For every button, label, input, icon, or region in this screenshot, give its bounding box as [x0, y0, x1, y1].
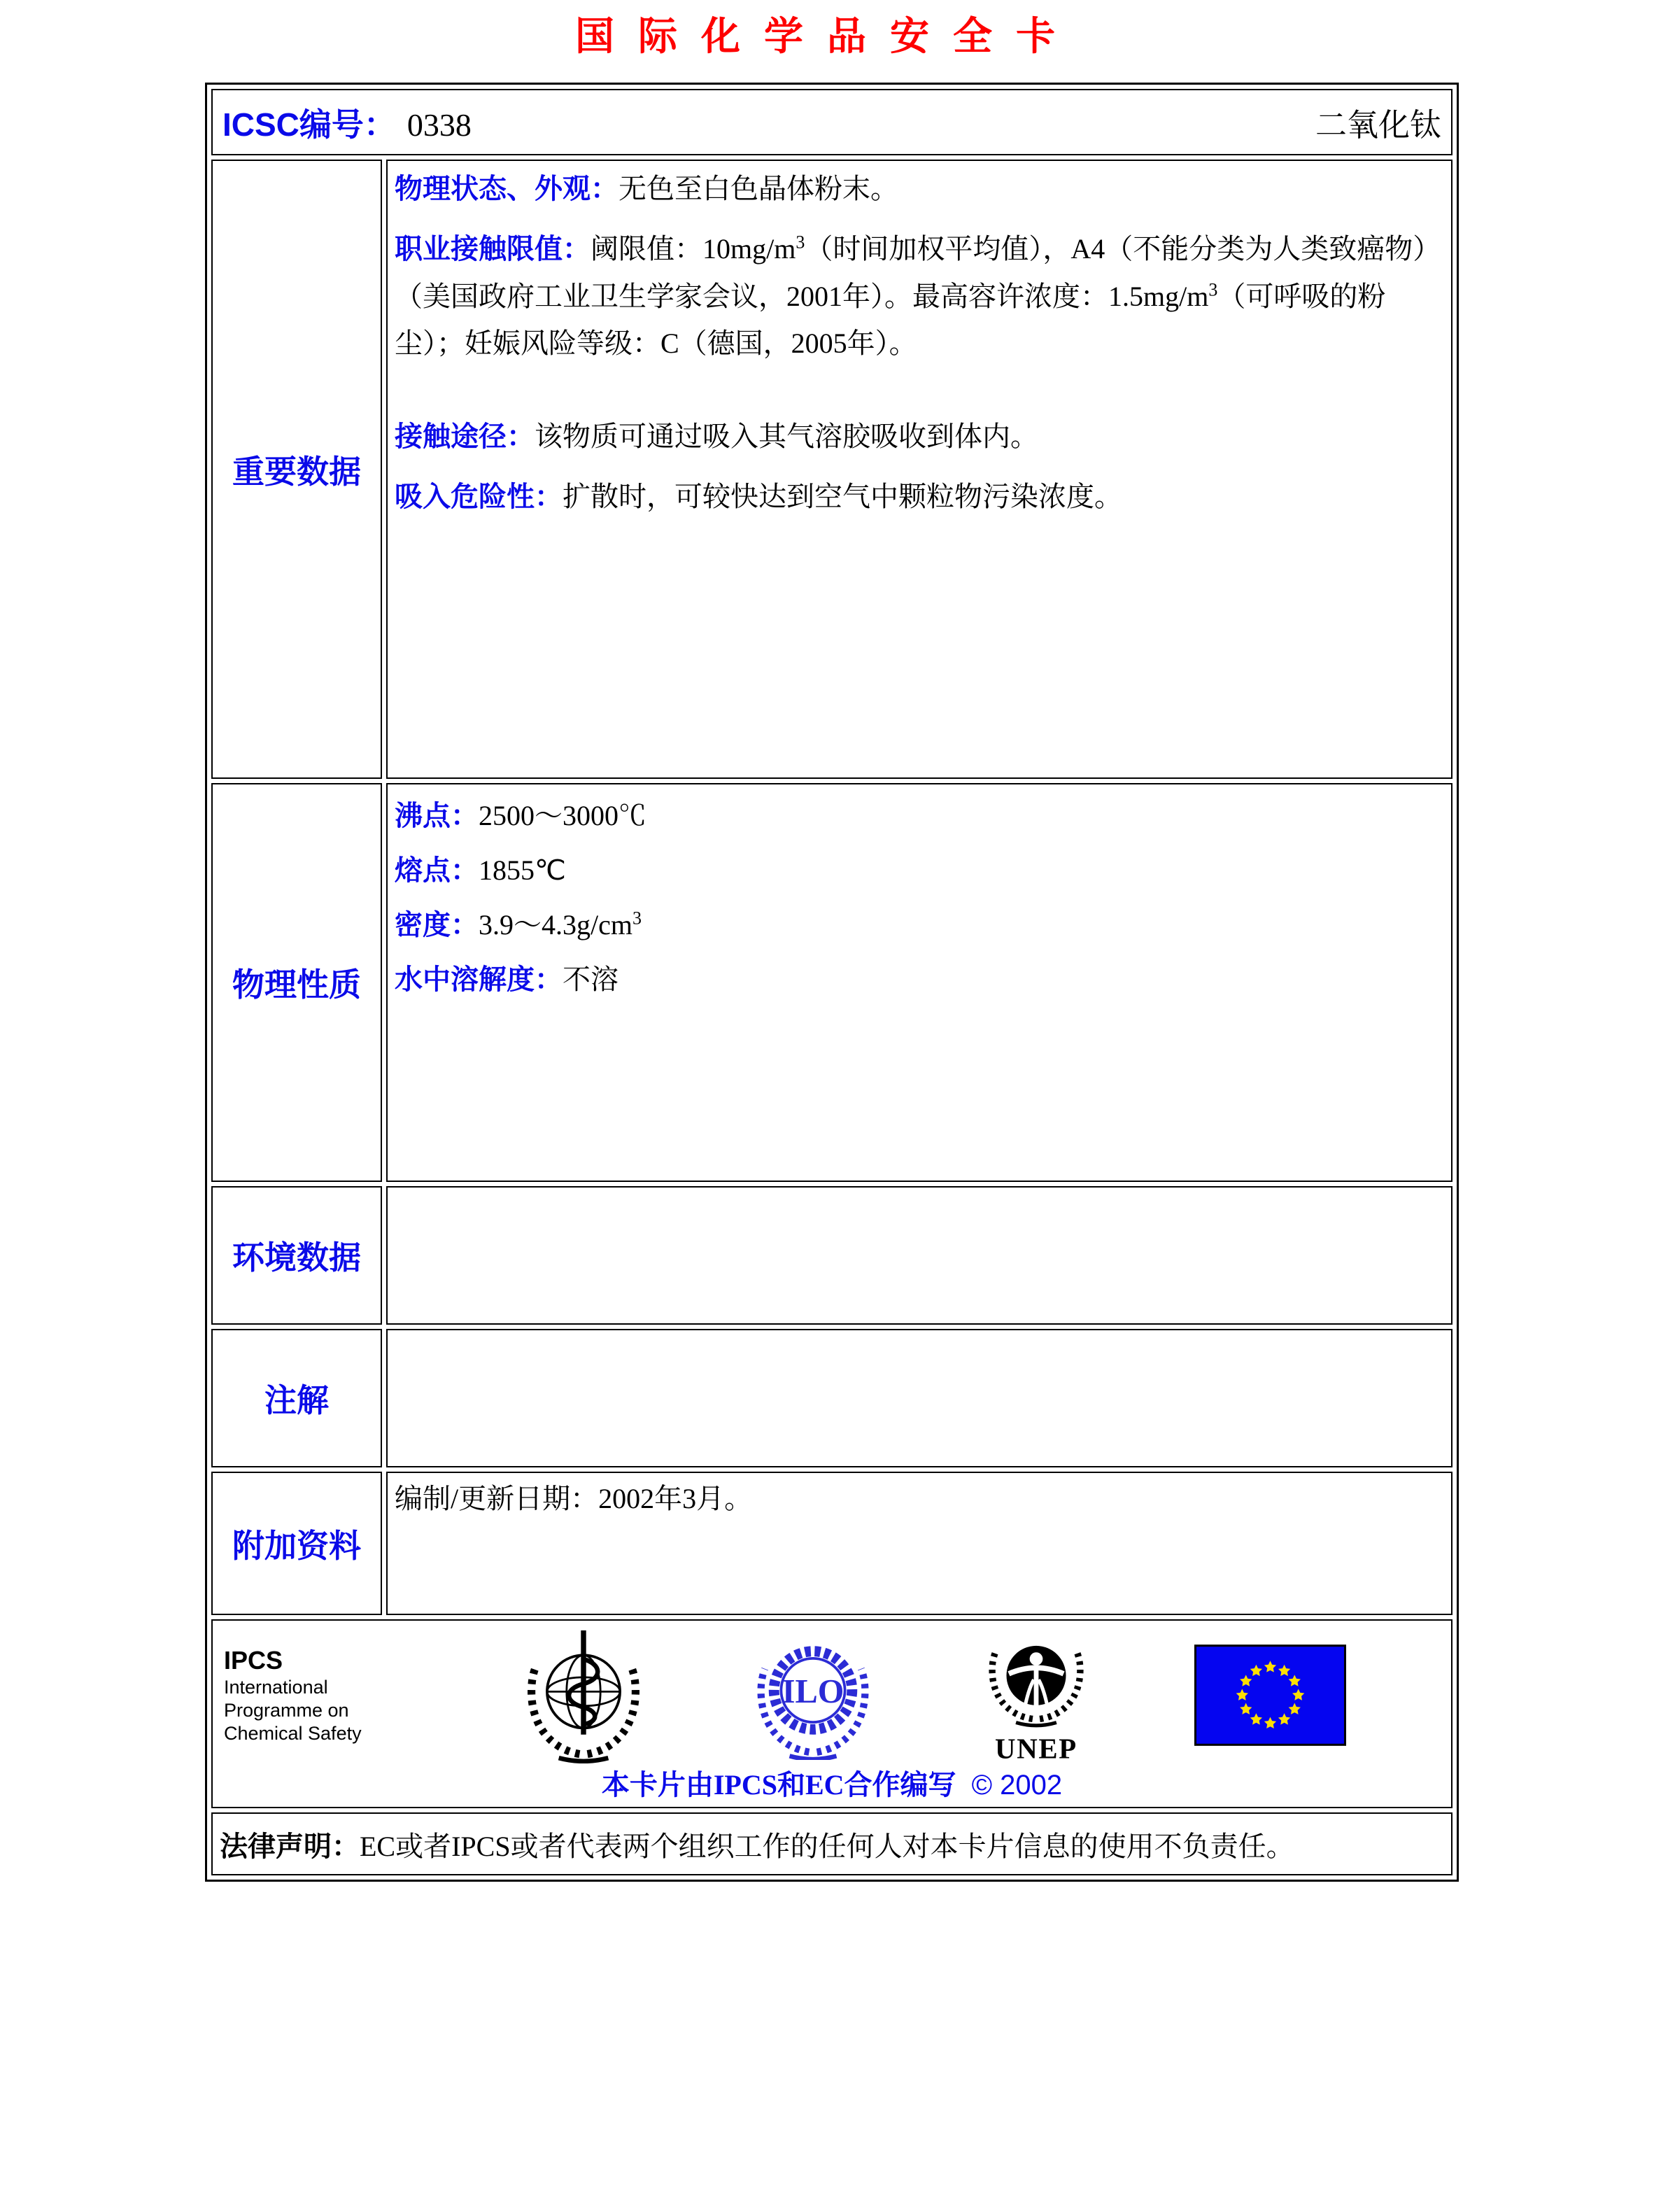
- occupational-limits-part2: （时间加权平均值），A4（不能分类为人类致癌物）（美国政府工业卫生学家会议，2001年）。最高容许浓度：1.5mg/m: [395, 233, 1441, 312]
- superscript-3: 3: [796, 232, 805, 253]
- exposure-routes-text: 该物质可通过吸入其气溶胶吸收到体内。: [535, 421, 1038, 452]
- physical-state-label: 物理状态、外观：: [395, 174, 619, 204]
- superscript-3: 3: [1208, 279, 1218, 300]
- chemical-name: 二氧化钛: [1315, 108, 1441, 143]
- important-data-content: [386, 160, 1452, 779]
- density-line: [395, 898, 1444, 952]
- footer-logos-row: [211, 1619, 1452, 1808]
- header-row: [211, 89, 1452, 155]
- boiling-point-label: 沸点：: [395, 801, 479, 831]
- water-solubility-value: 不溶: [563, 964, 619, 995]
- ilo-logo-icon: [748, 1630, 878, 1760]
- density-value: 3.9～4.3g/cm: [479, 909, 632, 941]
- update-date-line: [395, 1477, 1444, 1521]
- water-solubility-label: 水中溶解度：: [395, 964, 563, 995]
- superscript-3: 3: [632, 908, 642, 929]
- exposure-routes-label: 接触途径：: [395, 421, 535, 452]
- legal-row: [211, 1812, 1452, 1875]
- occupational-limits-part1: 阈限值：10mg/m: [591, 233, 796, 265]
- legal-text: EC或者IPCS或者代表两个组织工作的任何人对本卡片信息的使用不负责任。: [360, 1830, 1294, 1862]
- eu-flag-icon: [1194, 1644, 1346, 1746]
- ipcs-line1: International: [224, 1676, 328, 1698]
- boiling-point-line: [395, 789, 1444, 843]
- water-solubility-line: [395, 952, 1444, 1007]
- inhalation-risk-text: 扩散时，可较快达到空气中颗粒物污染浓度。: [563, 481, 1122, 512]
- ipcs-text-block: [224, 1645, 420, 1745]
- legal-label: 法律声明：: [220, 1831, 360, 1862]
- row-label-physical-properties: 物理性质: [211, 783, 382, 1182]
- additional-info-content: [386, 1472, 1452, 1615]
- update-date-value: 2002年3月。: [598, 1483, 753, 1514]
- ilo-logo-text: ILO: [782, 1673, 844, 1711]
- row-label-notes: 注解: [211, 1329, 382, 1467]
- density-label: 密度：: [395, 910, 479, 941]
- footer-caption-text: 本卡片由IPCS和EC合作编写: [601, 1769, 956, 1801]
- unep-logo-icon: [977, 1625, 1096, 1765]
- icsc-number-group: [222, 99, 472, 146]
- environmental-data-content: [386, 1186, 1452, 1325]
- physical-properties-content: [386, 783, 1452, 1182]
- ipcs-line3: Chemical Safety: [224, 1722, 362, 1744]
- notes-content: [386, 1329, 1452, 1467]
- occupational-limits-line: [395, 225, 1444, 367]
- ipcs-acronym: IPCS: [224, 1645, 283, 1675]
- occupational-limits-part3: （可呼吸的粉尘）；妊娠风险等级：C（德国，2005年）。: [395, 281, 1386, 359]
- occupational-limits-label: 职业接触限值：: [395, 234, 591, 265]
- exposure-routes-line: [395, 413, 1444, 460]
- melting-point-line: [395, 843, 1444, 898]
- ipcs-line2: Programme on: [224, 1699, 349, 1721]
- inhalation-risk-label: 吸入危险性：: [395, 481, 563, 512]
- row-label-important-data: 重要数据: [211, 160, 382, 779]
- update-date-label: 编制/更新日期：: [395, 1483, 599, 1514]
- melting-point-label: 熔点：: [395, 855, 479, 886]
- page-title: 国际化学品安全卡: [575, 15, 1079, 59]
- icsc-number-value: 0338: [407, 106, 472, 143]
- footer-copyright: © 2002: [971, 1770, 1063, 1801]
- row-label-environmental-data: 环境数据: [211, 1186, 382, 1325]
- physical-state-line: [395, 165, 1444, 213]
- unep-logo-text: UNEP: [994, 1733, 1077, 1765]
- icsc-number-label: ICSC编号：: [222, 106, 396, 143]
- boiling-point-value: 2500～3000℃: [479, 800, 646, 831]
- row-label-additional-info: 附加资料: [211, 1472, 382, 1615]
- who-logo-icon: [518, 1626, 649, 1763]
- inhalation-risk-line: [395, 473, 1444, 521]
- melting-point-value: 1855℃: [479, 854, 566, 886]
- footer-caption: [213, 1763, 1451, 1803]
- physical-state-text: 无色至白色晶体粉末。: [619, 173, 898, 204]
- safety-card-table: [205, 83, 1459, 1882]
